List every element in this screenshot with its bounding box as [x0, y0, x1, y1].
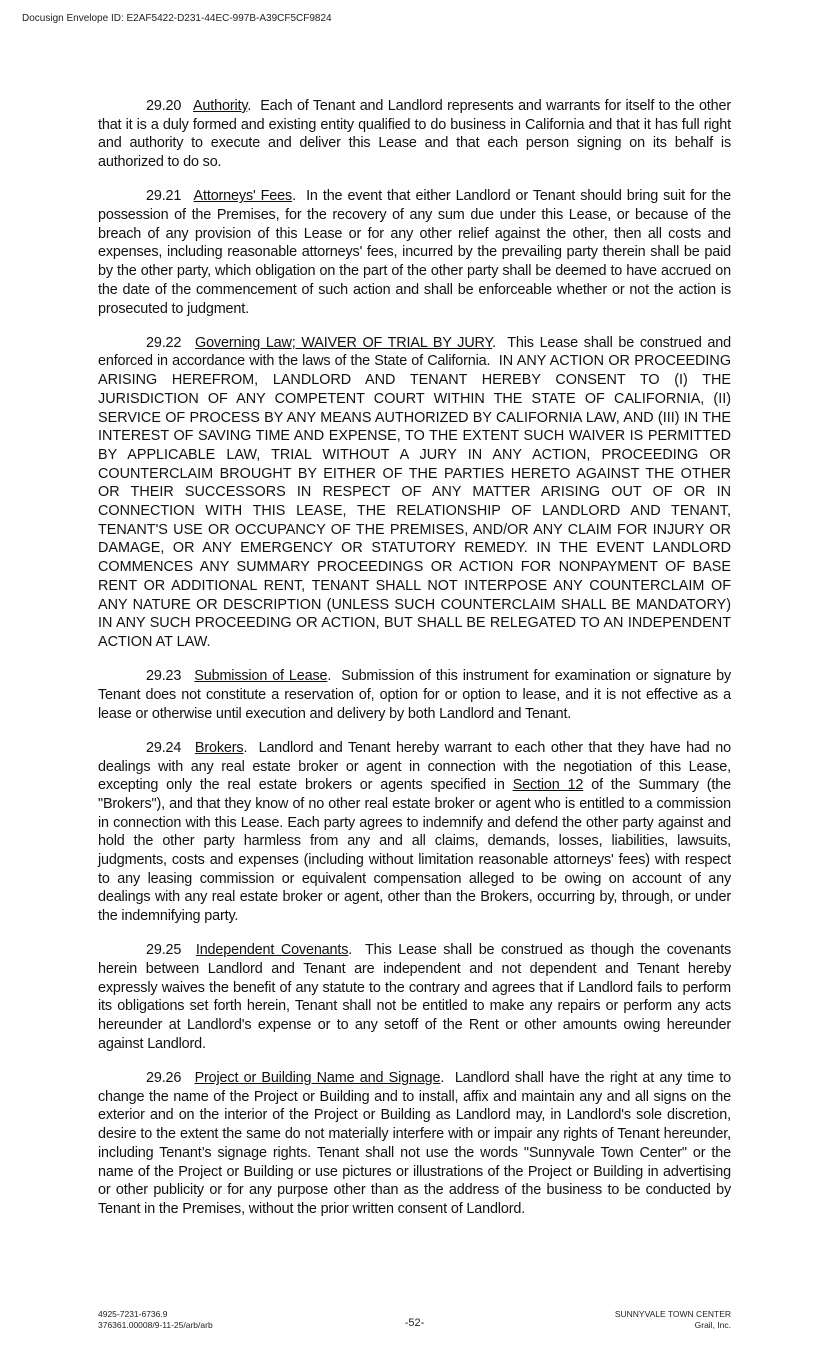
section-body: Landlord and Tenant hereby warrant to each other that they have had no dealings with any real estate broker or agent in connection with the negotiation of this Lease, excepting only the real estate brokers or agents specified in — [98, 739, 731, 794]
page-number: -52- — [404, 1317, 425, 1329]
section-body: In the event that either Landlord or Tenant should bring suit for the possession of the Premises, for the recovery of any sum due under this Lease, or because of the breach of any provision of this Lease or for any other relief against the other, then all costs and expenses, including reasonable attorneys' fees, incurred by the prevailing party therein shall be paid by the other party, which obligation on the part of the other party shall be deemed to have accrued on the date of the commencement of such action and shall be enforceable whether or not the action is prosecuted to judgment. — [98, 188, 731, 317]
document-body — [98, 97, 731, 1234]
section-heading: Brokers — [194, 739, 244, 756]
footer-tenant-name: Grail, Inc. — [694, 1320, 731, 1330]
section-29-22: 29.22 Governing Law; WAIVER OF TRIAL BY JURY. This Lease shall be construed and enforced in accordance with the laws of the State of California. IN ANY ACTION OR PROCEEDING ARISING HEREFROM, LANDLORD AND TENANT HEREBY CONSENT TO (I) THE JURISDICTION OF ANY COMPETENT COURT WITHIN THE STATE OF CALIFORNIA, (II) SERVICE OF PROCESS BY ANY MEANS AUTHORIZED BY CALIFORNIA LAW, AND (III) IN THE INTEREST OF SAVING TIME AND EXPENSE, TO THE EXTENT SUCH WAIVER IS PERMITTED BY APPLICABLE LAW, TRIAL WITHOUT A JURY IN ANY ACTION, PROCEEDING OR COUNTERCLAIM BROUGHT BY EITHER OF THE PARTIES HERETO AGAINST THE OTHER OR THEIR SUCCESSORS IN RESPECT OF ANY MATTER ARISING OUT OF OR IN CONNECTION WITH THIS LEASE, THE RELATIONSHIP OF LANDLORD AND TENANT, TENANT'S USE OR OCCUPANCY OF THE PREMISES, AND/OR ANY CLAIM FOR INJURY OR DAMAGE, OR ANY EMERGENCY OR STATUTORY REMEDY. IN THE EVENT LANDLORD COMMENCES ANY SUMMARY PROCEEDINGS OR ACTION FOR NONPAYMENT OF BASE RENT OR ADDITIONAL RENT, TENANT SHALL NOT INTERPOSE ANY COUNTERCLAIM OF ANY NATURE OR DESCRIPTION (UNLESS SUCH COUNTERCLAIM SHALL BE MANDATORY) IN ANY SUCH PROCEEDING OR ACTION, BUT SHALL BE RELEGATED TO AN INDEPENDENT ACTION AT LAW. — [98, 334, 732, 650]
section-heading: Governing Law; WAIVER OF TRIAL BY JURY — [195, 334, 493, 351]
footer-project-name: SUNNYVALE TOWN CENTER — [614, 1309, 731, 1319]
section-29-21: 29.21 Attorneys' Fees. In the event that either Landlord or Tenant should bring suit for the possession of the Premises, for the recovery of any sum due under this Lease, or because of the breach of any provision of this Lease or for any other relief against the other, then all costs and expenses, including reasonable attorneys' fees, incurred by the prevailing party therein shall be paid by the other party, which obligation on the part of the other party shall be deemed to have accrued on the date of the commencement of such action and shall be enforceable whether or not the action is prosecuted to judgment. — [98, 188, 731, 317]
footer-file-ref: 376361.00008/9-11-25/arb/arb — [98, 1320, 213, 1330]
section-29-24: 29.24 Brokers. Landlord and Tenant hereby warrant to each other that they have had no dealings with any real estate broker or agent in connection with the negotiation of this Lease, excepting only the real estate brokers or agents specified in Section 12 of the Summary (the "Brokers"), and that they know of no other real estate broker or agent who is entitled to a commission in connection with this Lease. Each party agrees to indemnify and defend the other party against and hold the other party harmless from any and all claims, demands, losses, liabilities, lawsuits, judgments, costs and expenses (including without limitation reasonable attorneys' fees) with respect to any leasing commission or equivalent compensation alleged to be owing on account of any dealings with any real estate broker or agent, other than the Brokers, occurring by, through, or under the indemnifying party. — [98, 739, 731, 925]
section-heading: Submission of Lease — [194, 668, 328, 685]
envelope-id: Docusign Envelope ID: E2AF5422-D231-44EC-997B-A39CF5CF9824 — [22, 13, 332, 24]
section-body: This Lease shall be construed as though the covenants herein between Landlord and Tenant are independent and not dependent and Tenant hereby expressly waives the benefit of any statute to the contrary and agrees that if Landlord fails to perform its obligations set forth herein, Tenant shall not be entitled to make any repairs or perform any acts hereunder at Landlord's expense or to any setoff of the Rent or other amounts owing hereunder against Landlord. — [98, 942, 731, 1052]
section-body: This Lease shall be construed and enforced in accordance with the laws of the State of California. — [98, 334, 731, 370]
section-number: 29.22 — [146, 334, 182, 351]
section-number: 29.25 — [146, 942, 182, 959]
section-29-26: 29.26 Project or Building Name and Signage. Landlord shall have the right at any time to change the name of the Project or Building and to install, affix and maintain any and all signs on the exterior and on the interior of the Project or Building as Landlord may, in Landlord's sole discretion, desire to the extent the same do not materially interfere with or impair any rights of Tenant hereunder, including Tenant’s signage rights. Tenant shall not use the words "Sunnyvale Town Center" or the name of the Project or Building or use pictures or illustrations of the Project or Building in advertising or other publicity or for any purpose other than as the address of the business to be conducted by Tenant in the Premises, without the prior written consent of Landlord. — [98, 1070, 731, 1217]
jury-waiver-text: IN ANY ACTION OR PROCEEDING ARISING HEREFROM, LANDLORD AND TENANT HEREBY CONSENT TO (I) THE JURISDICTION OF ANY COMPETENT COURT WITHIN THE STATE OF CALIFORNIA, (II) SERVICE OF PROCESS BY ANY MEANS AUTHORIZED BY CALIFORNIA LAW, AND (III) IN THE INTEREST OF SAVING TIME AND EXPENSE, TO THE EXTENT SUCH WAIVER IS PERMITTED BY APPLICABLE LAW, TRIAL WITHOUT A JURY IN ANY ACTION, PROCEEDING OR COUNTERCLAIM BROUGHT BY EITHER OF THE PARTIES HERETO AGAINST THE OTHER OR THEIR SUCCESSORS IN RESPECT OF ANY MATTER ARISING OUT OF OR IN CONNECTION WITH THIS LEASE, THE RELATIONSHIP OF LANDLORD AND TENANT, TENANT'S USE OR OCCUPANCY OF THE PREMISES, AND/OR ANY CLAIM FOR INJURY OR DAMAGE, OR ANY EMERGENCY OR STATUTORY REMEDY. IN THE EVENT LANDLORD COMMENCES ANY SUMMARY PROCEEDINGS OR ACTION FOR NONPAYMENT OF BASE RENT OR ADDITIONAL RENT, TENANT SHALL NOT INTERPOSE ANY COUNTERCLAIM OF ANY NATURE OR DESCRIPTION (UNLESS SUCH COUNTERCLAIM SHALL BE MANDATORY) IN ANY SUCH PROCEEDING OR ACTION, BUT SHALL BE RELEGATED TO AN INDEPENDENT ACTION AT LAW. — [98, 353, 732, 650]
section-heading: Independent Covenants — [195, 942, 349, 959]
section-heading: Authority — [192, 98, 248, 114]
section-body-continued: of the Summary (the "Brokers"), and that they know of no other real estate broker or agent who is entitled to a commission in connection with this Lease. Each party agrees to indemnify and defend the other party against and hold the other party harmless from any and all claims, demands, losses, liabilities, lawsuits, judgments, costs and expenses (including without limitation reasonable attorneys' fees) with respect to any leasing commission or equivalent compensation alleged to be owing on account of any dealings with any real estate broker or agent, other than the Brokers, occurring by, through, or under the indemnifying party. — [98, 777, 731, 925]
section-number: 29.20 — [146, 98, 182, 114]
section-number: 29.21 — [146, 188, 182, 205]
section-number: 29.24 — [146, 739, 182, 756]
section-number: 29.26 — [146, 1070, 182, 1087]
section-29-20: 29.20 Authority. Each of Tenant and Landlord represents and warrants for itself to the other that it is a duly formed and existing entity qualified to do business in California and that it has full right and authority to execute and deliver this Lease and that each person signing on its behalf is authorized to do so. — [98, 98, 732, 171]
section-number: 29.23 — [146, 668, 182, 685]
section-heading: Project or Building Name and Signage — [194, 1070, 441, 1087]
section-body: Submission of this instrument for examination or signature by Tenant does not constitute a reservation of, option for or option to lease, and it is not effective as a lease or otherwise until execution and delivery by both Landlord and Tenant. — [98, 668, 731, 722]
section-29-23: 29.23 Submission of Lease. Submission of this instrument for examination or signature by Tenant does not constitute a reservation of, option for or option to lease, and it is not effective as a lease or otherwise until execution and delivery by both Landlord and Tenant. — [98, 668, 731, 722]
section-29-25: 29.25 Independent Covenants. This Lease shall be construed as though the covenants herein between Landlord and Tenant are independent and not dependent and Tenant hereby expressly waives the benefit of any statute to the contrary and agrees that if Landlord fails to perform its obligations set forth herein, Tenant shall not be entitled to make any repairs or perform any acts hereunder at Landlord's expense or to any setoff of the Rent or other amounts owing hereunder against Landlord. — [98, 942, 731, 1052]
footer-doc-number: 4925-7231-6736.9 — [98, 1309, 168, 1319]
section-body: Each of Tenant and Landlord represents and warrants for itself to the other that it is a duly formed and existing entity qualified to do business in California and that it has full right and authority to execute and deliver this Lease and that each person signing on its behalf is authorized to do so. — [98, 98, 732, 171]
section-reference: Section 12 — [512, 777, 584, 794]
footer-project-info — [615, 1309, 731, 1331]
section-body: Landlord shall have the right at any time to change the name of the Project or Building and to install, affix and maintain any and all signs on the exterior and on the interior of the Project or Building as Landlord may, in Landlord's sole discretion, desire to the extent the same do not materially interfere with or impair any rights of Tenant hereunder, including Tenant’s signage rights. Tenant shall not use the words "Sunnyvale Town Center" or the name of the Project or Building or use pictures or illustrations of the Project or Building in advertising or other publicity or for any purpose other than as the address of the business to be conducted by Tenant in the Premises, without the prior written consent of Landlord. — [98, 1070, 731, 1217]
section-heading: Attorneys' Fees — [193, 188, 293, 205]
